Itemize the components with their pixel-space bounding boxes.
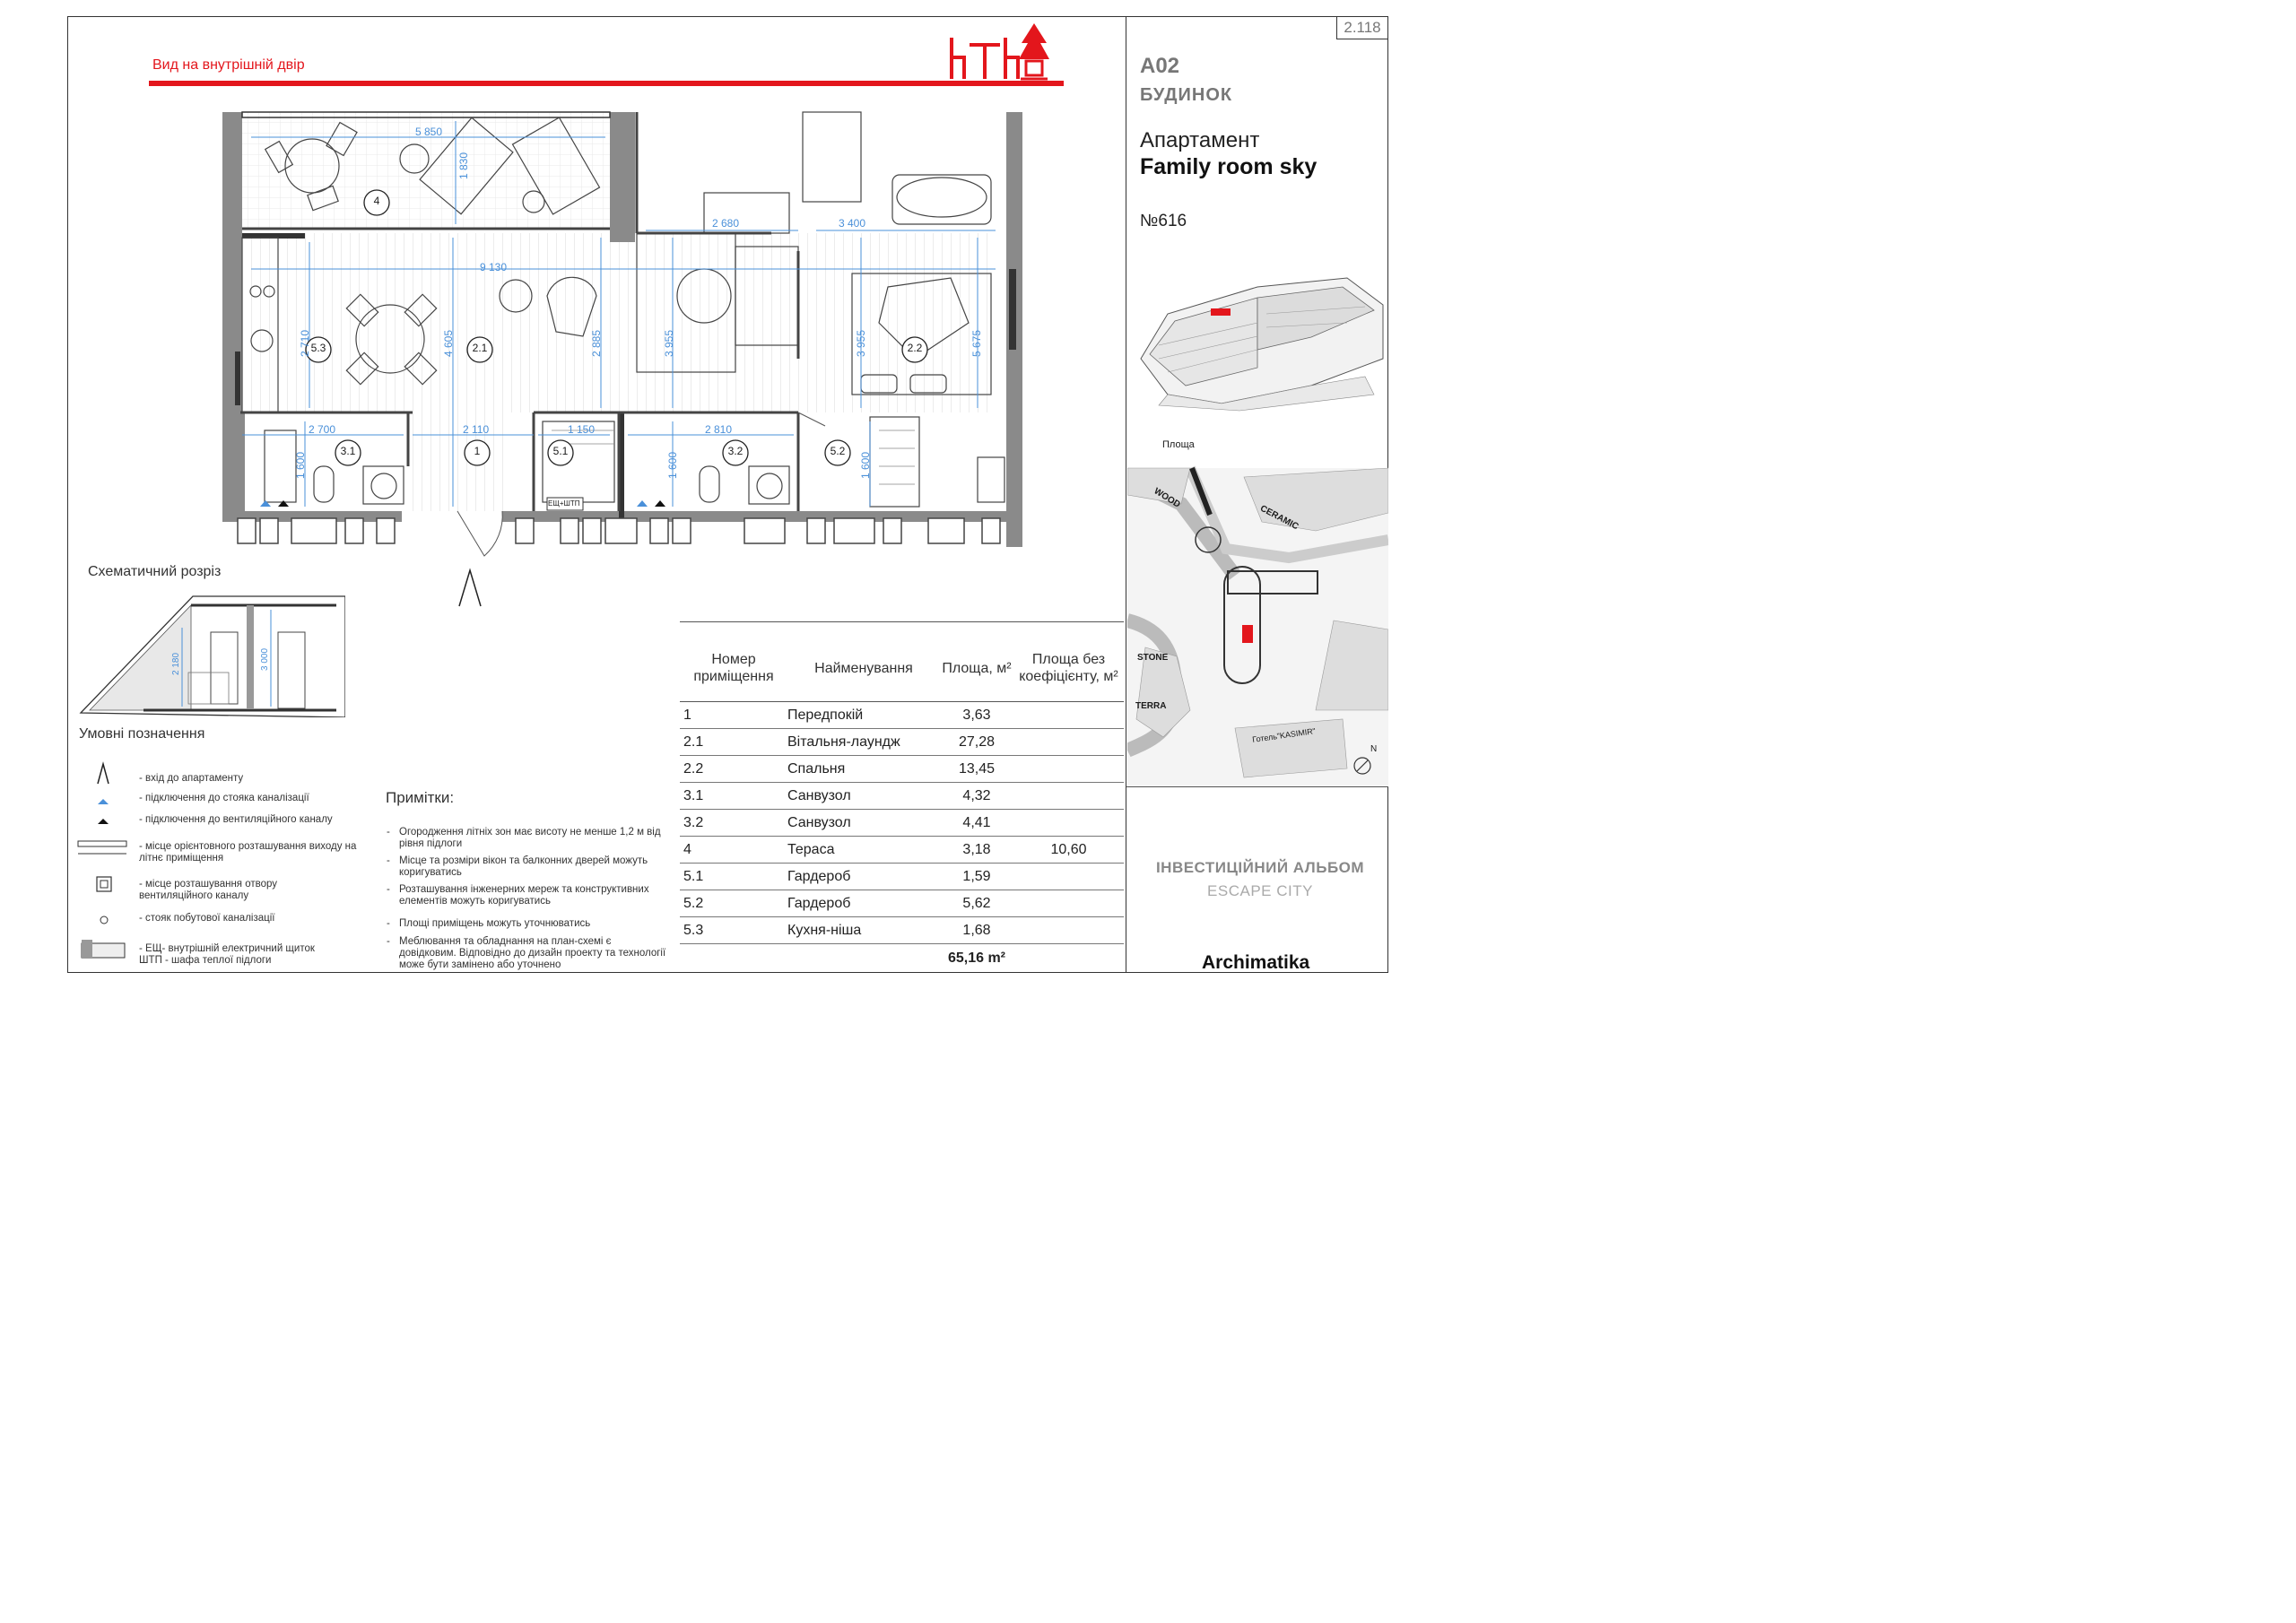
cell: Спальня [787,756,940,783]
map-label-ceramic: CERAMIC [1258,503,1300,533]
entrance-arrow-icon [456,567,484,608]
note-4-text: Площі приміщень можуть уточнюватись [399,918,591,929]
legend-item-vent-opening: - місце розташування отвору вентиляційного каналу [139,879,278,901]
cell: 5.3 [680,917,787,944]
cell: Вітальня-лаундж [787,729,940,756]
room-tag-living: 2.1 [472,342,488,354]
dim-terrace-depth: 1 830 [457,152,471,180]
cell [1013,864,1124,890]
room-tag-kitchen: 5.3 [310,342,326,354]
cell: Санвузол [787,810,940,837]
cell: 4 [680,837,787,864]
room-tag-bath2: 3.2 [727,445,744,457]
cell [1013,702,1124,729]
dim-total-length: 9 130 [480,261,508,273]
dim-kitchen-depth: 2 710 [299,329,312,358]
table-row [680,837,1124,864]
cell: 10,60 [1013,837,1124,864]
table-row [680,917,1124,944]
dim-bedroom-depth-2: 5 675 [970,329,984,358]
cell: Тераса [787,837,940,864]
room-tag-wardrobe1: 5.1 [552,445,569,457]
cell [1013,810,1124,837]
section-height-high: 3 000 [260,647,271,672]
note-2: - Місце та розміри вікон та балконних дверей можуть коригуватись [387,855,648,878]
dim-bath1-width: 2 700 [309,423,336,436]
cell: Гардероб [787,890,940,917]
table-row [680,890,1124,917]
cell: Санвузол [787,783,940,810]
dim-wardrobe-width: 1 150 [568,423,596,436]
map-bottom-divider [1126,786,1388,787]
section-title: Схематичний розріз [88,564,222,579]
table-row [680,756,1124,783]
note-1-text: Огородження літніх зон має висоту не менше 1,2 м від рівня підлоги [399,827,661,849]
col-area: Площа, м² [940,635,1013,702]
dim-living-width: 2 680 [712,217,740,230]
cell [787,944,940,974]
col-area-no-coef: Площа без коефіцієнту, м² [1013,635,1124,702]
cell: 3,18 [940,837,1013,864]
cell: 5.2 [680,890,787,917]
room-tag-wardrobe2: 5.2 [830,445,846,457]
cell [1013,944,1124,974]
apartment-label: Апартамент [1140,128,1260,152]
cell [1013,917,1124,944]
dim-living-depth-3: 3 955 [663,329,676,358]
table-top-rule [680,621,1124,622]
map-label-terra: TERRA [1135,701,1167,711]
summer-exit-icon [78,841,126,846]
cell: 2.2 [680,756,787,783]
building-3d-view [1132,251,1388,412]
legend-symbols [76,760,130,967]
cell: 3,63 [940,702,1013,729]
room-tag-bedroom: 2.2 [907,342,923,354]
map-north-label: N [1370,744,1378,754]
legend-item-sewer: - підключення до стояка каналізації [139,793,309,803]
note-2-text: Місце та розміри вікон та балконних дверей можуть коригуватись [399,855,648,878]
legend-item-sewer-riser: - стояк побутової каналізації [139,913,275,924]
apartment-number: №616 [1140,212,1187,230]
cell: 5.1 [680,864,787,890]
dim-bedroom-depth: 3 955 [855,329,868,358]
dim-bedroom-width: 3 400 [839,217,866,230]
cell: 3.1 [680,783,787,810]
cell: 4,32 [940,783,1013,810]
legend-item-panel: - ЕЩ- внутрішній електричний щиток ШТП - шафа теплої підлоги [139,943,315,966]
section-height-low: 2 180 [171,652,182,676]
dim-living-depth: 4 605 [442,329,456,358]
cell [680,944,787,974]
cell [1013,756,1124,783]
dim-bath1-depth: 1 600 [294,451,308,480]
table-row [680,864,1124,890]
cell: 4,41 [940,810,1013,837]
cell [1013,890,1124,917]
col-name: Найменування [787,635,940,702]
cell: Гардероб [787,864,940,890]
cell: 27,28 [940,729,1013,756]
building-label: БУДИНОК [1140,85,1233,105]
dim-bath2-width: 2 810 [705,423,733,436]
dim-hall-width: 2 110 [463,423,490,436]
cell: Передпокій [787,702,940,729]
sheet-number: 2.118 [1336,16,1388,39]
note-1: - Огородження літніх зон має висоту не менше 1,2 м від рівня підлоги [387,827,661,849]
brand-logo: Archimatika [1202,952,1310,973]
cell: 1 [680,702,787,729]
cell: Кухня-ніша [787,917,940,944]
room-tag-bath1: 3.1 [340,445,356,457]
vent-opening-icon [97,877,111,891]
note-5: - Меблювання та обладнання на план-схемі є довідковим. Відповідно до дизайн проекту та технології може бути замінено або уточнено [387,936,666,970]
col-number: Номер приміщення [680,635,787,702]
map-label-stone: STONE [1137,653,1169,663]
notes-title: Примітки: [386,789,455,806]
cell: 5,62 [940,890,1013,917]
map-label-hotel: Готель"KASIMIR" [1251,726,1317,744]
dim-terrace-length: 5 850 [415,126,443,138]
vent-connection-icon [98,819,109,824]
note-3-text: Розташування інженерних мереж та конструктивних елементів можуть коригуватись [399,884,649,907]
table-row [680,810,1124,837]
album-title: ІНВЕСТИЦІЙНИЙ АЛЬБОМ [1155,859,1365,876]
note-5-text: Меблювання та обладнання на план-схемі є довідковим. Відповідно до дизайн проекту та технології може бути замінено або уточнено [399,936,666,970]
sewer-riser-icon [100,916,108,924]
table-row [680,783,1124,810]
cell: 1,59 [940,864,1013,890]
section-drawing [76,592,345,717]
legend-item-summer-exit: - місце орієнтовного розташування виходу на літнє приміщення [139,841,357,864]
legend-title: Умовні позначення [79,726,205,742]
cell: 2.1 [680,729,787,756]
cell: 13,45 [940,756,1013,783]
cell: 1,68 [940,917,1013,944]
legend-item-vent: - підключення до вентиляційного каналу [139,814,333,825]
album-subtitle: ESCAPE CITY [1207,882,1313,899]
legend-item-entrance: - вхід до апартаменту [139,773,244,784]
room-tag-terrace: 4 [373,195,380,207]
sewer-connection-icon [98,799,109,804]
htk-logo-icon [944,20,1061,84]
note-3: - Розташування інженерних мереж та конструктивних елементів можуть коригуватись [387,884,649,907]
cell: 3.2 [680,810,787,837]
table-row [680,702,1124,729]
cell [1013,783,1124,810]
map-label-square: Площа [1162,439,1195,450]
rooms-table [680,635,1124,973]
total-area: 65,16 m² [947,950,1006,966]
table-header-row [680,635,1124,702]
dim-living-depth-2: 2 885 [590,329,604,358]
table-total-row [680,944,1124,974]
dim-wardrobe2-depth: 1 600 [859,451,873,480]
floor-plan [215,90,1027,587]
room-tag-hall: 1 [474,445,481,457]
courtyard-marker-line [149,81,1064,86]
map-label-wood: WOOD [1152,486,1182,510]
entrance-symbol-icon [98,764,109,784]
panel-label: ЕЩ+ШТП [548,499,580,508]
cell [1013,729,1124,756]
note-4: - Площі приміщень можуть уточнюватись [387,918,591,929]
dim-bath2-depth: 1 600 [666,451,680,480]
table-row [680,729,1124,756]
building-code: A02 [1140,54,1180,78]
courtyard-view-label: Вид на внутрішній двір [152,57,305,73]
apartment-name: Family room sky [1140,154,1318,179]
